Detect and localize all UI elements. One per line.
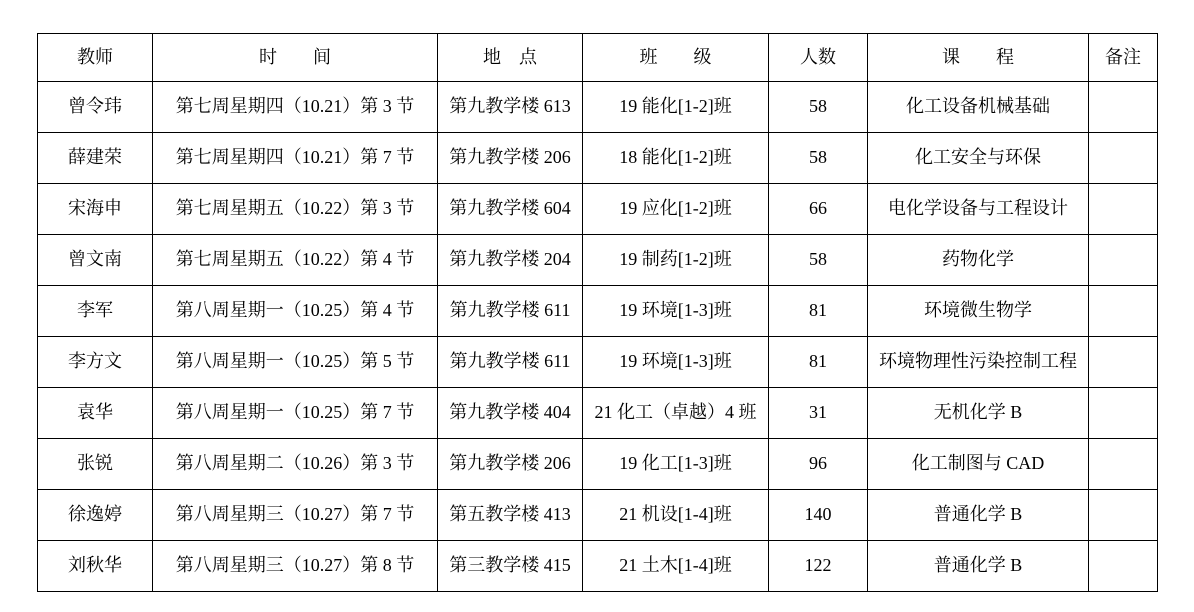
cell-class: 19 环境[1-3]班 — [583, 337, 769, 388]
col-header-class: 班 级 — [583, 34, 769, 82]
cell-course: 药物化学 — [868, 235, 1089, 286]
cell-location: 第九教学楼 206 — [438, 133, 583, 184]
cell-class: 19 化工[1-3]班 — [583, 439, 769, 490]
cell-location: 第九教学楼 404 — [438, 388, 583, 439]
cell-class: 19 制药[1-2]班 — [583, 235, 769, 286]
cell-remark — [1089, 184, 1158, 235]
cell-course: 普通化学 B — [868, 541, 1089, 592]
cell-class: 19 应化[1-2]班 — [583, 184, 769, 235]
cell-time: 第八周星期二（10.26）第 3 节 — [153, 439, 438, 490]
cell-time: 第七周星期四（10.21）第 3 节 — [153, 82, 438, 133]
cell-count: 31 — [769, 388, 868, 439]
table-row — [38, 490, 1158, 541]
cell-course: 普通化学 B — [868, 490, 1089, 541]
cell-teacher: 徐逸婷 — [38, 490, 153, 541]
col-header-teacher: 教师 — [38, 34, 153, 82]
cell-remark — [1089, 133, 1158, 184]
cell-remark — [1089, 82, 1158, 133]
cell-remark — [1089, 235, 1158, 286]
cell-remark — [1089, 490, 1158, 541]
cell-count: 58 — [769, 82, 868, 133]
cell-remark — [1089, 439, 1158, 490]
cell-class: 21 土木[1-4]班 — [583, 541, 769, 592]
table-row — [38, 337, 1158, 388]
cell-count: 81 — [769, 286, 868, 337]
cell-remark — [1089, 541, 1158, 592]
cell-teacher: 宋海申 — [38, 184, 153, 235]
cell-count: 140 — [769, 490, 868, 541]
schedule-table-container — [37, 33, 1158, 592]
col-header-remark: 备注 — [1089, 34, 1158, 82]
cell-location: 第九教学楼 204 — [438, 235, 583, 286]
cell-teacher: 李方文 — [38, 337, 153, 388]
cell-course: 化工制图与 CAD — [868, 439, 1089, 490]
col-header-location: 地 点 — [438, 34, 583, 82]
cell-count: 58 — [769, 235, 868, 286]
cell-time: 第八周星期一（10.25）第 4 节 — [153, 286, 438, 337]
cell-count: 81 — [769, 337, 868, 388]
table-row — [38, 439, 1158, 490]
cell-location: 第三教学楼 415 — [438, 541, 583, 592]
cell-teacher: 薛建荣 — [38, 133, 153, 184]
col-header-count: 人数 — [769, 34, 868, 82]
cell-location: 第九教学楼 611 — [438, 286, 583, 337]
cell-class: 18 能化[1-2]班 — [583, 133, 769, 184]
cell-count: 122 — [769, 541, 868, 592]
cell-count: 66 — [769, 184, 868, 235]
cell-count: 96 — [769, 439, 868, 490]
cell-location: 第九教学楼 604 — [438, 184, 583, 235]
cell-teacher: 张锐 — [38, 439, 153, 490]
cell-location: 第九教学楼 206 — [438, 439, 583, 490]
cell-time: 第八周星期三（10.27）第 8 节 — [153, 541, 438, 592]
col-header-time: 时 间 — [153, 34, 438, 82]
table-row — [38, 541, 1158, 592]
table-row — [38, 286, 1158, 337]
cell-time: 第七周星期五（10.22）第 4 节 — [153, 235, 438, 286]
cell-course: 无机化学 B — [868, 388, 1089, 439]
cell-teacher: 刘秋华 — [38, 541, 153, 592]
cell-course: 化工设备机械基础 — [868, 82, 1089, 133]
table-row — [38, 388, 1158, 439]
cell-course: 化工安全与环保 — [868, 133, 1089, 184]
cell-remark — [1089, 286, 1158, 337]
cell-count: 58 — [769, 133, 868, 184]
cell-teacher: 李军 — [38, 286, 153, 337]
cell-time: 第八周星期三（10.27）第 7 节 — [153, 490, 438, 541]
cell-remark — [1089, 337, 1158, 388]
cell-teacher: 曾令玮 — [38, 82, 153, 133]
cell-time: 第七周星期四（10.21）第 7 节 — [153, 133, 438, 184]
table-row — [38, 184, 1158, 235]
cell-location: 第五教学楼 413 — [438, 490, 583, 541]
cell-location: 第九教学楼 613 — [438, 82, 583, 133]
cell-remark — [1089, 388, 1158, 439]
cell-location: 第九教学楼 611 — [438, 337, 583, 388]
cell-course: 环境微生物学 — [868, 286, 1089, 337]
cell-time: 第八周星期一（10.25）第 7 节 — [153, 388, 438, 439]
table-header-row — [38, 34, 1158, 82]
cell-class: 19 环境[1-3]班 — [583, 286, 769, 337]
cell-class: 21 机设[1-4]班 — [583, 490, 769, 541]
cell-class: 19 能化[1-2]班 — [583, 82, 769, 133]
cell-teacher: 曾文南 — [38, 235, 153, 286]
cell-teacher: 袁华 — [38, 388, 153, 439]
table-row — [38, 235, 1158, 286]
cell-time: 第七周星期五（10.22）第 3 节 — [153, 184, 438, 235]
course-schedule-table — [37, 33, 1158, 592]
table-row — [38, 82, 1158, 133]
cell-class: 21 化工（卓越）4 班 — [583, 388, 769, 439]
cell-course: 环境物理性污染控制工程 — [868, 337, 1089, 388]
col-header-course: 课 程 — [868, 34, 1089, 82]
cell-course: 电化学设备与工程设计 — [868, 184, 1089, 235]
cell-time: 第八周星期一（10.25）第 5 节 — [153, 337, 438, 388]
table-row — [38, 133, 1158, 184]
